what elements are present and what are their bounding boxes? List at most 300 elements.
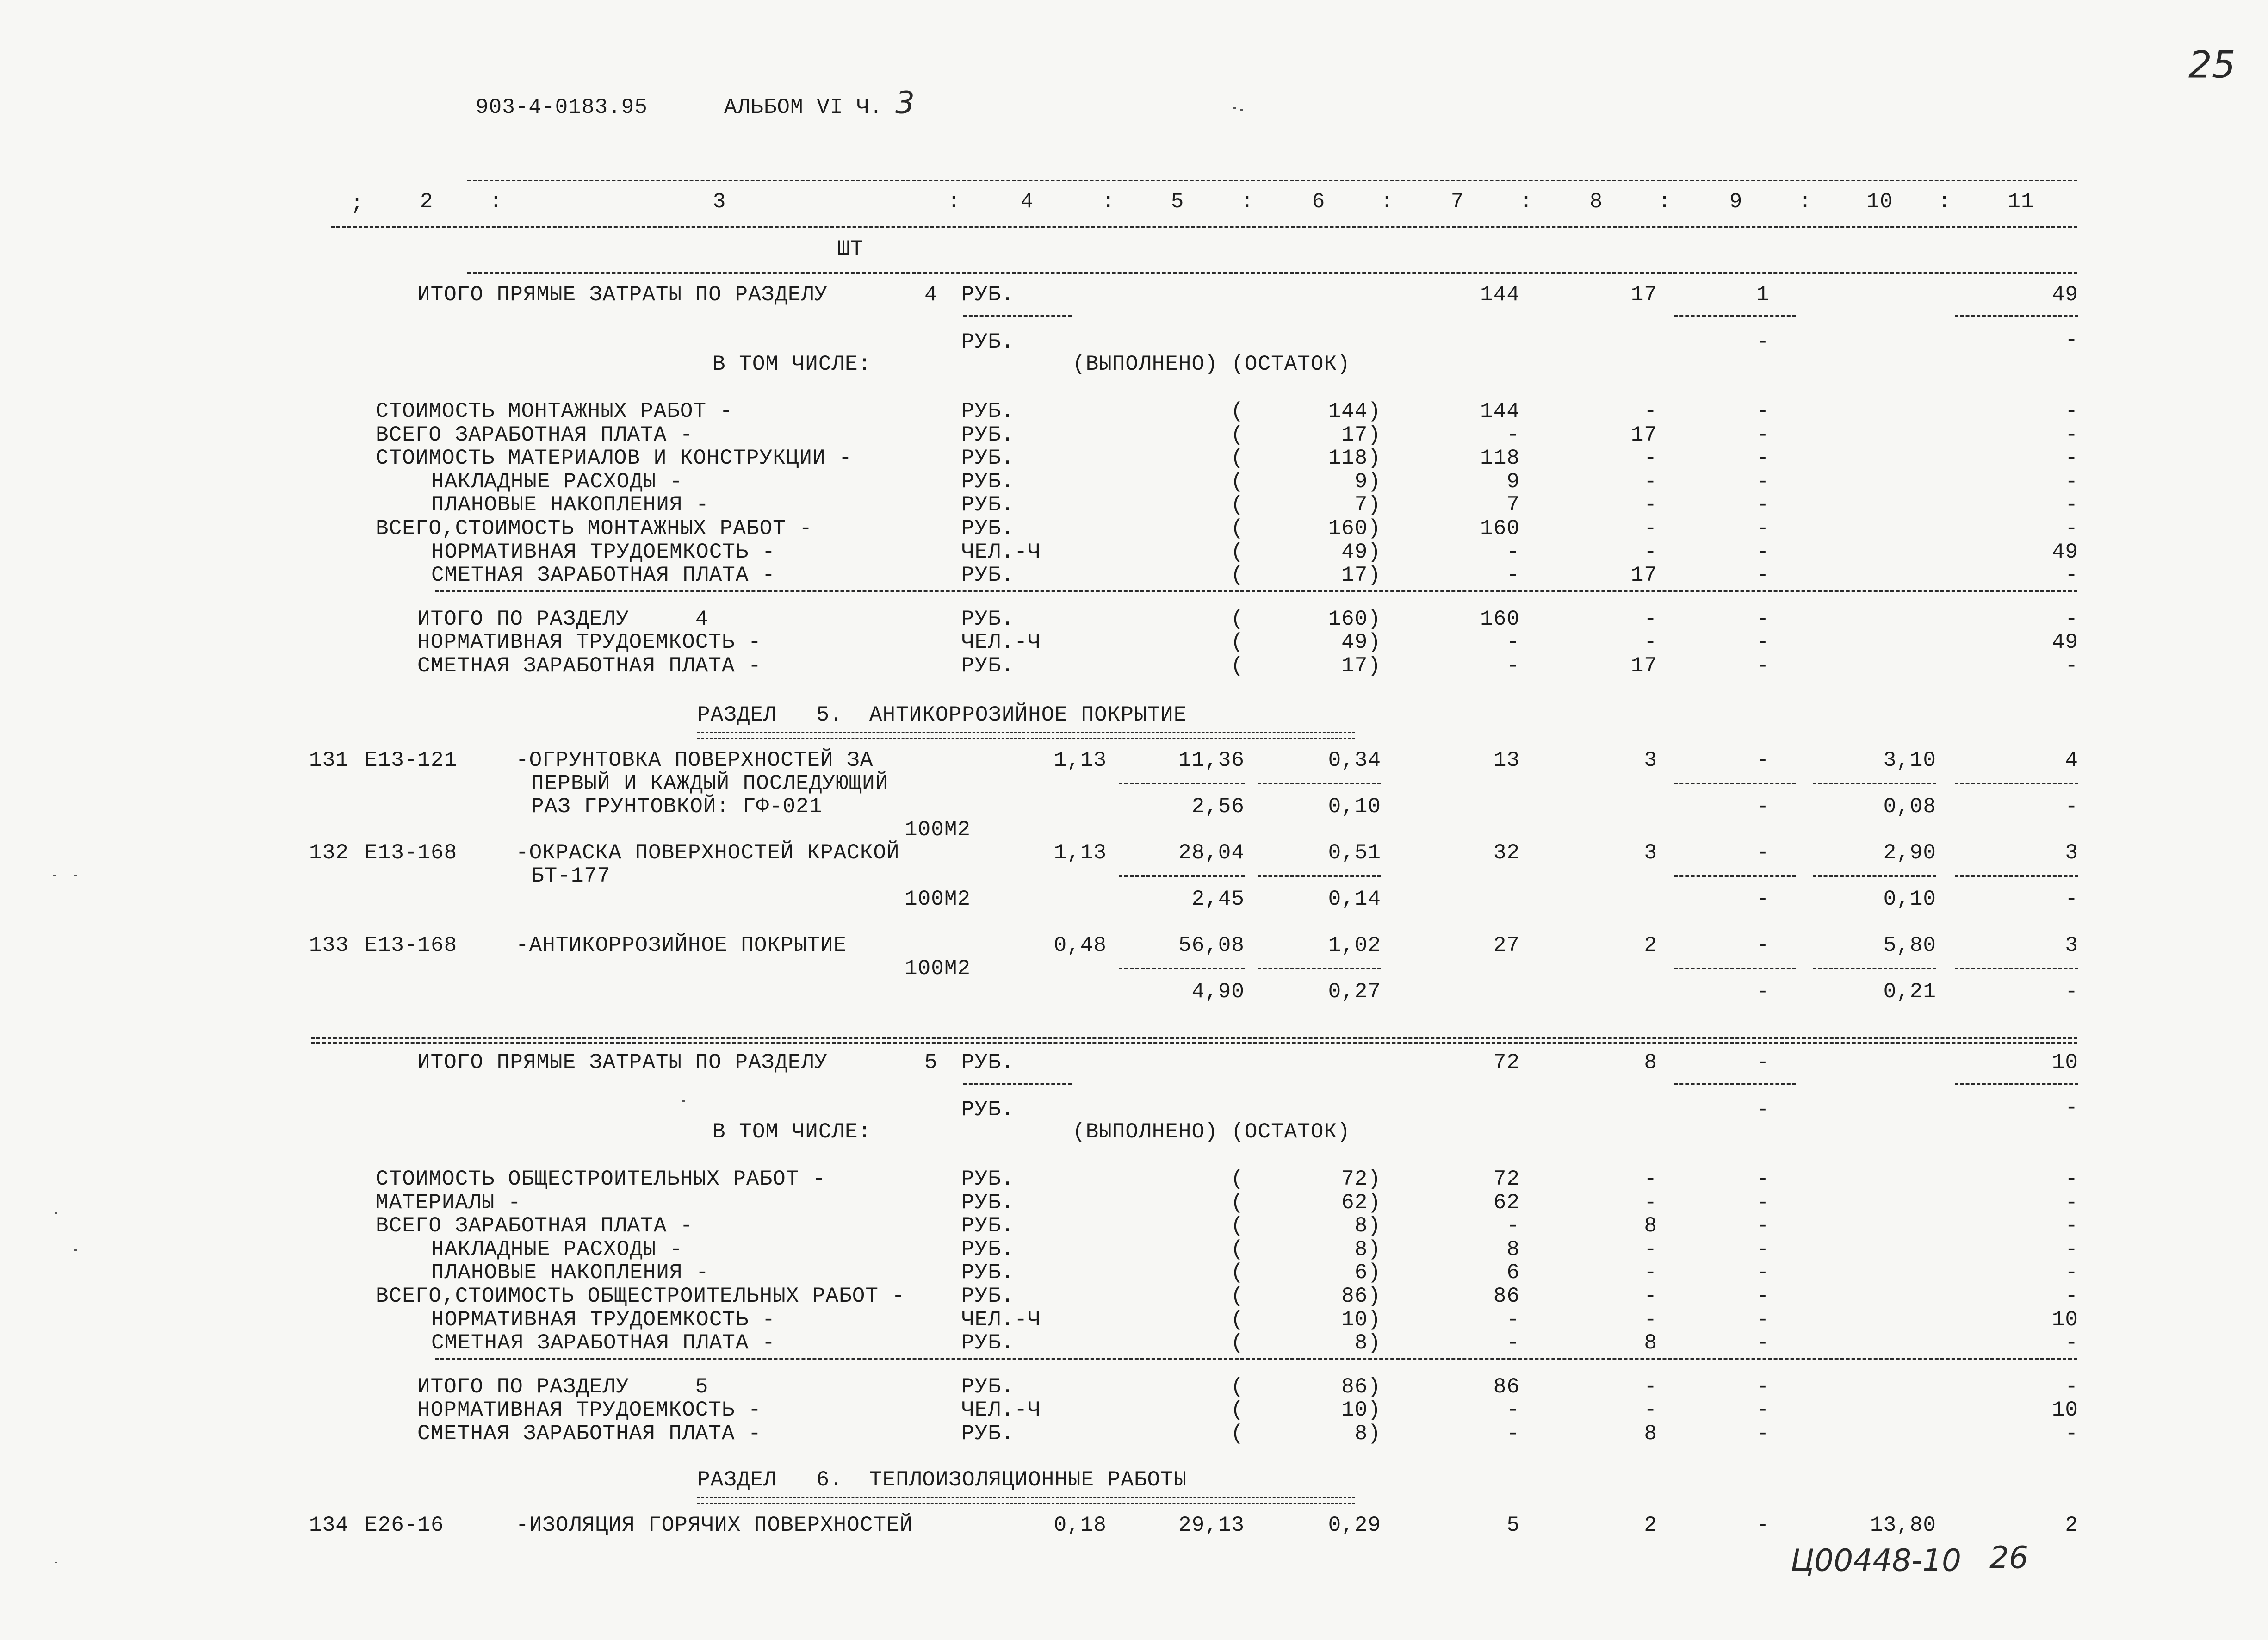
- open-paren: (: [1231, 399, 1244, 423]
- cost-col11: -: [2065, 1331, 2078, 1355]
- labor-norm: 5,80: [1883, 933, 1936, 957]
- cost-col11: 4: [2065, 748, 2078, 772]
- cost-col7: 72: [1493, 1050, 1520, 1075]
- cost-col9: -: [1756, 422, 1770, 447]
- cost-col7: -: [1506, 1422, 1520, 1446]
- unit: РУБ.: [961, 563, 1015, 588]
- cost-col9: -: [1756, 1307, 1770, 1332]
- cost-col11-sub: -: [2065, 980, 2078, 1004]
- labor-norm: 3,10: [1883, 748, 1936, 772]
- done-value: 49): [1341, 630, 1381, 655]
- cost-col11: -: [2065, 1237, 2078, 1261]
- cost-col11: -: [2065, 1096, 2078, 1120]
- item-number: 133: [309, 933, 349, 957]
- cost-col9: -: [1756, 399, 1770, 423]
- cost-col7: 86: [1493, 1374, 1520, 1399]
- item-description: -ОКРАСКА ПОВЕРХНОСТЕЙ КРАСКОЙ: [516, 841, 900, 865]
- short-rule: [1813, 875, 1936, 877]
- item-description: ПЕРВЫЙ И КАЖДЫЙ ПОСЛЕДУЮЩИЙ: [531, 771, 889, 795]
- including-label: В ТОМ ЧИСЛЕ:: [713, 352, 872, 376]
- column-number-8: 8: [1589, 190, 1603, 214]
- including-label: В ТОМ ЧИСЛЕ:: [713, 1120, 872, 1144]
- scan-speck: [74, 1249, 77, 1251]
- dashed-rule: [435, 1358, 2077, 1360]
- short-rule: [963, 1083, 1072, 1085]
- cost-col9: -: [1756, 493, 1770, 517]
- quantity: 0,18: [1053, 1513, 1107, 1537]
- scan-speck: [55, 1562, 57, 1563]
- cost-col11: -: [2065, 469, 2078, 494]
- labor-norm: 13,80: [1870, 1513, 1936, 1537]
- breakdown-label: НАКЛАДНЫЕ РАСХОДЫ -: [431, 1237, 683, 1261]
- open-paren: (: [1231, 422, 1244, 447]
- cost-col7: -: [1506, 563, 1520, 588]
- section-number: 5: [924, 1050, 938, 1075]
- open-paren: (: [1231, 563, 1244, 588]
- scan-speck: [55, 1212, 57, 1214]
- cost-col8: -: [1644, 1374, 1657, 1399]
- unit: РУБ.: [961, 399, 1015, 423]
- labor-norm-sub: 0,08: [1883, 795, 1936, 819]
- item-code: Е13-168: [365, 933, 458, 957]
- breakdown-label: МАТЕРИАЛЫ -: [376, 1190, 521, 1215]
- header-top-rule: [467, 180, 2077, 181]
- scan-speck: [53, 875, 56, 876]
- scan-speck: [1233, 107, 1236, 109]
- open-paren: (: [1231, 1331, 1244, 1355]
- cost-col11: -: [2065, 399, 2078, 423]
- done-value: 8): [1354, 1214, 1381, 1238]
- cost-col7: -: [1506, 1331, 1520, 1355]
- short-rule: [1674, 1083, 1796, 1085]
- cost-col7: 144: [1480, 399, 1520, 423]
- unit: РУБ.: [961, 1422, 1015, 1446]
- done-rest-label: (ВЫПОЛНЕНО) (ОСТАТОК): [1072, 352, 1351, 376]
- cost-col9-sub: -: [1756, 980, 1770, 1004]
- unit: РУБ.: [961, 654, 1015, 678]
- section-total-label: НОРМАТИВНАЯ ТРУДОЕМКОСТЬ -: [417, 1398, 762, 1423]
- direct-costs-label: ИТОГО ПРЯМЫЕ ЗАТРАТЫ ПО РАЗДЕЛУ: [417, 1050, 828, 1075]
- cost-col9-sub: -: [1756, 887, 1770, 911]
- item-number: 134: [309, 1513, 349, 1537]
- breakdown-label: СТОИМОСТЬ ОБЩЕСТРОИТЕЛЬНЫХ РАБОТ -: [376, 1167, 826, 1191]
- column-separator: :: [489, 190, 503, 214]
- unit-price-wage-sub: 0,27: [1328, 980, 1381, 1004]
- cost-col7: 7: [1506, 493, 1520, 517]
- breakdown-label: НАКЛАДНЫЕ РАСХОДЫ -: [431, 469, 683, 494]
- unit-price-wage-sub: 0,10: [1328, 795, 1381, 819]
- short-rule: [1674, 315, 1796, 317]
- cost-col11: -: [2065, 516, 2078, 540]
- breakdown-label: ВСЕГО ЗАРАБОТНАЯ ПЛАТА -: [376, 1214, 694, 1238]
- cost-col11: 10: [2051, 1050, 2078, 1075]
- short-rule: [1119, 783, 1245, 784]
- cost-col8: -: [1644, 630, 1657, 655]
- column-separator: :: [1798, 190, 1812, 214]
- column-separator: ;: [350, 192, 364, 216]
- cost-col9: -: [1756, 563, 1770, 588]
- album-part-handwritten: 3: [895, 85, 915, 121]
- unit: ЧЕЛ.-Ч: [961, 1307, 1041, 1332]
- short-rule: [1258, 875, 1381, 877]
- labor-norm-sub: 0,21: [1883, 980, 1936, 1004]
- cost-col7: -: [1506, 1307, 1520, 1332]
- cost-col11: 49: [2051, 283, 2078, 307]
- cost-col7: 32: [1493, 841, 1520, 865]
- scan-speck: [1240, 109, 1243, 111]
- cost-col8: -: [1644, 1284, 1657, 1308]
- open-paren: (: [1231, 1261, 1244, 1285]
- cost-col9: -: [1756, 1374, 1770, 1399]
- done-value: 160): [1328, 607, 1381, 631]
- done-value: 8): [1354, 1237, 1381, 1261]
- unit-sht: ШТ: [837, 237, 864, 261]
- cost-col9: -: [1756, 748, 1770, 772]
- cost-col9: -: [1756, 630, 1770, 655]
- cost-col9: -: [1756, 540, 1770, 564]
- cost-col7: 72: [1493, 1167, 1520, 1191]
- cost-col8: -: [1644, 1190, 1657, 1215]
- cost-col8: -: [1644, 1167, 1657, 1191]
- cost-col7: 6: [1506, 1261, 1520, 1285]
- open-paren: (: [1231, 1237, 1244, 1261]
- column-number-9: 9: [1729, 190, 1743, 214]
- cost-col7: 13: [1493, 748, 1520, 772]
- unit-price-sub: 4,90: [1191, 980, 1245, 1004]
- cost-col11: 3: [2065, 841, 2078, 865]
- cost-col11: 49: [2051, 630, 2078, 655]
- cost-col8: 17: [1630, 654, 1657, 678]
- column-number-3: 3: [713, 190, 726, 214]
- unit-price-sub: 2,56: [1191, 795, 1245, 819]
- open-paren: (: [1231, 630, 1244, 655]
- unit-price-wage: 0,51: [1328, 841, 1381, 865]
- cost-col9: -: [1756, 469, 1770, 494]
- unit: РУБ.: [961, 1237, 1015, 1261]
- cost-col9: -: [1756, 1190, 1770, 1215]
- section-title-underline: [697, 1497, 1355, 1504]
- header-bottom-rule: [331, 226, 2077, 228]
- cost-col9: -: [1756, 1214, 1770, 1238]
- done-value: 160): [1328, 516, 1381, 540]
- cost-col8: -: [1644, 399, 1657, 423]
- breakdown-label: ПЛАНОВЫЕ НАКОПЛЕНИЯ -: [431, 1261, 709, 1285]
- section-rule: [311, 1042, 2077, 1044]
- cost-col7: 8: [1506, 1237, 1520, 1261]
- cost-col7: 160: [1480, 516, 1520, 540]
- column-separator: :: [1102, 190, 1115, 214]
- unit: РУБ.: [961, 1167, 1015, 1191]
- cost-col7: 62: [1493, 1190, 1520, 1215]
- done-value: 8): [1354, 1331, 1381, 1355]
- done-value: 7): [1354, 493, 1381, 517]
- cost-col11: -: [2065, 493, 2078, 517]
- cost-col9: -: [1756, 1398, 1770, 1423]
- direct-costs-label: ИТОГО ПРЯМЫЕ ЗАТРАТЫ ПО РАЗДЕЛУ: [417, 283, 828, 307]
- unit: РУБ.: [961, 1190, 1015, 1215]
- cost-col11: -: [2065, 1167, 2078, 1191]
- cost-col11-sub: -: [2065, 887, 2078, 911]
- section-title: РАЗДЕЛ 6. ТЕПЛОИЗОЛЯЦИОННЫЕ РАБОТЫ: [697, 1468, 1187, 1492]
- cost-col11: 10: [2051, 1307, 2078, 1332]
- unit: РУБ.: [961, 422, 1015, 447]
- cost-col9: -: [1756, 1098, 1770, 1122]
- cost-col11: 10: [2051, 1398, 2078, 1423]
- section-number: 4: [924, 283, 938, 307]
- cost-col11: -: [2065, 1190, 2078, 1215]
- labor-norm-sub: 0,10: [1883, 887, 1936, 911]
- breakdown-label: СМЕТНАЯ ЗАРАБОТНАЯ ПЛАТА -: [431, 1331, 775, 1355]
- breakdown-label: ВСЕГО ЗАРАБОТНАЯ ПЛАТА -: [376, 422, 694, 447]
- cost-col8: 8: [1644, 1214, 1657, 1238]
- cost-col8: -: [1644, 516, 1657, 540]
- cost-col11: -: [2065, 654, 2078, 678]
- cost-col9: -: [1756, 933, 1770, 957]
- cost-col9: 1: [1756, 283, 1770, 307]
- unit: РУБ.: [961, 1261, 1015, 1285]
- unit: РУБ.: [961, 446, 1015, 471]
- column-number-7: 7: [1450, 190, 1464, 214]
- open-paren: (: [1231, 516, 1244, 540]
- open-paren: (: [1231, 607, 1244, 631]
- cost-col8: -: [1644, 1307, 1657, 1332]
- cost-col8: -: [1644, 493, 1657, 517]
- section-total-label: СМЕТНАЯ ЗАРАБОТНАЯ ПЛАТА -: [417, 1422, 762, 1446]
- section-total-label: СМЕТНАЯ ЗАРАБОТНАЯ ПЛАТА -: [417, 654, 762, 678]
- open-paren: (: [1231, 469, 1244, 494]
- column-number-5: 5: [1171, 190, 1184, 214]
- short-rule: [1674, 968, 1796, 969]
- item-unit: 100М2: [905, 887, 971, 911]
- archive-stamp-handwritten: Ц00448-10: [1791, 1542, 1961, 1578]
- cost-col11: -: [2065, 446, 2078, 471]
- cost-col8: 8: [1644, 1422, 1657, 1446]
- short-rule: [963, 315, 1072, 317]
- short-rule: [1955, 875, 2078, 877]
- done-value: 62): [1341, 1190, 1381, 1215]
- cost-col11: -: [2065, 1374, 2078, 1399]
- cost-col7: 9: [1506, 469, 1520, 494]
- item-code: Е13-168: [365, 841, 458, 865]
- cost-col9: -: [1756, 607, 1770, 631]
- cost-col11: 3: [2065, 933, 2078, 957]
- section-total-label: ИТОГО ПО РАЗДЕЛУ 5: [417, 1374, 709, 1399]
- cost-col11: -: [2065, 1422, 2078, 1446]
- done-value: 86): [1341, 1284, 1381, 1308]
- cost-col7: -: [1506, 1398, 1520, 1423]
- cost-col9: -: [1756, 516, 1770, 540]
- done-value: 10): [1341, 1398, 1381, 1423]
- column-separator: :: [1938, 190, 1952, 214]
- cost-col8: 2: [1644, 1513, 1657, 1537]
- cost-col8: 3: [1644, 748, 1657, 772]
- unit-price-wage: 0,29: [1328, 1513, 1381, 1537]
- cost-col8: -: [1644, 1261, 1657, 1285]
- cost-col7: -: [1506, 1214, 1520, 1238]
- unit: РУБ.: [961, 1050, 1015, 1075]
- cost-col9: -: [1756, 1050, 1770, 1075]
- done-value: 86): [1341, 1374, 1381, 1399]
- short-rule: [1258, 968, 1381, 969]
- cost-col7: 144: [1480, 283, 1520, 307]
- unit: ЧЕЛ.-Ч: [961, 540, 1041, 564]
- short-rule: [1955, 968, 2078, 969]
- document-code: 903-4-0183.95: [476, 95, 648, 119]
- breakdown-label: НОРМАТИВНАЯ ТРУДОЕМКОСТЬ -: [431, 1307, 775, 1332]
- done-value: 17): [1341, 563, 1381, 588]
- item-unit: 100М2: [905, 818, 971, 842]
- cost-col8: 17: [1630, 283, 1657, 307]
- cost-col8: 2: [1644, 933, 1657, 957]
- labor-norm: 2,90: [1883, 841, 1936, 865]
- done-rest-label: (ВЫПОЛНЕНО) (ОСТАТОК): [1072, 1120, 1351, 1144]
- open-paren: (: [1231, 1190, 1244, 1215]
- cost-col9: -: [1756, 1513, 1770, 1537]
- item-number: 132: [309, 841, 349, 865]
- cost-col11: -: [2065, 563, 2078, 588]
- column-separator: :: [1519, 190, 1533, 214]
- done-value: 17): [1341, 654, 1381, 678]
- section-title: РАЗДЕЛ 5. АНТИКОРРОЗИЙНОЕ ПОКРЫТИЕ: [697, 703, 1187, 727]
- unit-price: 11,36: [1178, 748, 1245, 772]
- column-separator: :: [1658, 190, 1672, 214]
- short-rule: [1955, 315, 2078, 317]
- open-paren: (: [1231, 1307, 1244, 1332]
- short-rule: [1119, 875, 1245, 877]
- cost-col9: -: [1756, 1284, 1770, 1308]
- done-value: 72): [1341, 1167, 1381, 1191]
- cost-col8: 17: [1630, 563, 1657, 588]
- open-paren: (: [1231, 1398, 1244, 1423]
- open-paren: (: [1231, 1167, 1244, 1191]
- scan-speck: [682, 1100, 685, 1102]
- section-total-label: ИТОГО ПО РАЗДЕЛУ 4: [417, 607, 709, 631]
- column-number-2: 2: [420, 190, 434, 214]
- open-paren: (: [1231, 1422, 1244, 1446]
- breakdown-label: ПЛАНОВЫЕ НАКОПЛЕНИЯ -: [431, 493, 709, 517]
- cost-col8: -: [1644, 607, 1657, 631]
- open-paren: (: [1231, 1374, 1244, 1399]
- column-separator: :: [947, 190, 961, 214]
- breakdown-label: СТОИМОСТЬ МОНТАЖНЫХ РАБОТ -: [376, 399, 733, 423]
- cost-col11: -: [2065, 328, 2078, 352]
- done-value: 6): [1354, 1261, 1381, 1285]
- cost-col9: -: [1756, 1237, 1770, 1261]
- done-value: 144): [1328, 399, 1381, 423]
- column-number-10: 10: [1866, 190, 1893, 214]
- cost-col11: 2: [2065, 1513, 2078, 1537]
- unit: РУБ.: [961, 469, 1015, 494]
- cost-col7: 5: [1506, 1513, 1520, 1537]
- unit-price-wage: 0,34: [1328, 748, 1381, 772]
- open-paren: (: [1231, 1284, 1244, 1308]
- unit: РУБ.: [961, 1098, 1015, 1122]
- unit-price-sub: 2,45: [1191, 887, 1245, 911]
- column-number-6: 6: [1312, 190, 1326, 214]
- cost-col8: 17: [1630, 422, 1657, 447]
- unit: РУБ.: [961, 493, 1015, 517]
- unit: ЧЕЛ.-Ч: [961, 630, 1041, 655]
- item-number: 131: [309, 748, 349, 772]
- column-number-11: 11: [2008, 190, 2034, 214]
- item-description: -ИЗОЛЯЦИЯ ГОРЯЧИХ ПОВЕРХНОСТЕЙ: [516, 1513, 913, 1537]
- page-number-bottom-handwritten: 26: [1989, 1540, 2028, 1576]
- unit: РУБ.: [961, 607, 1015, 631]
- cost-col7: -: [1506, 654, 1520, 678]
- unit: РУБ.: [961, 330, 1015, 354]
- dashed-rule: [467, 272, 2077, 274]
- cost-col8: 8: [1644, 1331, 1657, 1355]
- short-rule: [1258, 783, 1381, 784]
- short-rule: [1813, 783, 1936, 784]
- unit: РУБ.: [961, 1214, 1015, 1238]
- cost-col11-sub: -: [2065, 795, 2078, 819]
- cost-col9: -: [1756, 330, 1770, 354]
- short-rule: [1119, 968, 1245, 969]
- item-code: Е26-16: [365, 1513, 444, 1537]
- cost-col9: -: [1756, 841, 1770, 865]
- done-value: 118): [1328, 446, 1381, 471]
- cost-col8: -: [1644, 1237, 1657, 1261]
- unit: РУБ.: [961, 1331, 1015, 1355]
- quantity: 0,48: [1053, 933, 1107, 957]
- unit: РУБ.: [961, 516, 1015, 540]
- cost-col11: -: [2065, 1261, 2078, 1285]
- item-description: -АНТИКОРРОЗИЙНОЕ ПОКРЫТИЕ: [516, 933, 847, 957]
- quantity: 1,13: [1053, 841, 1107, 865]
- item-description: -ОГРУНТОВКА ПОВЕРХНОСТЕЙ ЗА: [516, 748, 874, 772]
- cost-col11: -: [2065, 607, 2078, 631]
- open-paren: (: [1231, 654, 1244, 678]
- section-total-label: НОРМАТИВНАЯ ТРУДОЕМКОСТЬ -: [417, 630, 762, 655]
- short-rule: [1955, 1083, 2078, 1085]
- cost-col11: -: [2065, 1214, 2078, 1238]
- open-paren: (: [1231, 540, 1244, 564]
- column-number-4: 4: [1020, 190, 1034, 214]
- album-label: АЛЬБОМ VI Ч.: [724, 95, 883, 119]
- cost-col9-sub: -: [1756, 795, 1770, 819]
- cost-col8: -: [1644, 469, 1657, 494]
- short-rule: [1955, 783, 2078, 784]
- cost-col11: 49: [2051, 540, 2078, 564]
- breakdown-label: НОРМАТИВНАЯ ТРУДОЕМКОСТЬ -: [431, 540, 775, 564]
- unit: РУБ.: [961, 1374, 1015, 1399]
- short-rule: [1674, 783, 1796, 784]
- cost-col7: 118: [1480, 446, 1520, 471]
- cost-col8: -: [1644, 1398, 1657, 1423]
- short-rule: [1674, 875, 1796, 877]
- section-rule: [311, 1037, 2077, 1039]
- cost-col7: -: [1506, 630, 1520, 655]
- breakdown-label: ВСЕГО,СТОИМОСТЬ ОБЩЕСТРОИТЕЛЬНЫХ РАБОТ -: [376, 1284, 905, 1308]
- breakdown-label: СМЕТНАЯ ЗАРАБОТНАЯ ПЛАТА -: [431, 563, 775, 588]
- cost-col8: -: [1644, 540, 1657, 564]
- unit: РУБ.: [961, 283, 1015, 307]
- open-paren: (: [1231, 446, 1244, 471]
- done-value: 8): [1354, 1422, 1381, 1446]
- dashed-rule: [435, 590, 2077, 592]
- unit-price-wage-sub: 0,14: [1328, 887, 1381, 911]
- done-value: 17): [1341, 422, 1381, 447]
- unit-price-wage: 1,02: [1328, 933, 1381, 957]
- cost-col9: -: [1756, 1167, 1770, 1191]
- cost-col9: -: [1756, 446, 1770, 471]
- cost-col8: -: [1644, 446, 1657, 471]
- cost-col8: 3: [1644, 841, 1657, 865]
- scan-speck: [74, 875, 77, 876]
- breakdown-label: СТОИМОСТЬ МАТЕРИАЛОВ И КОНСТРУКЦИИ -: [376, 446, 852, 471]
- short-rule: [1813, 968, 1936, 969]
